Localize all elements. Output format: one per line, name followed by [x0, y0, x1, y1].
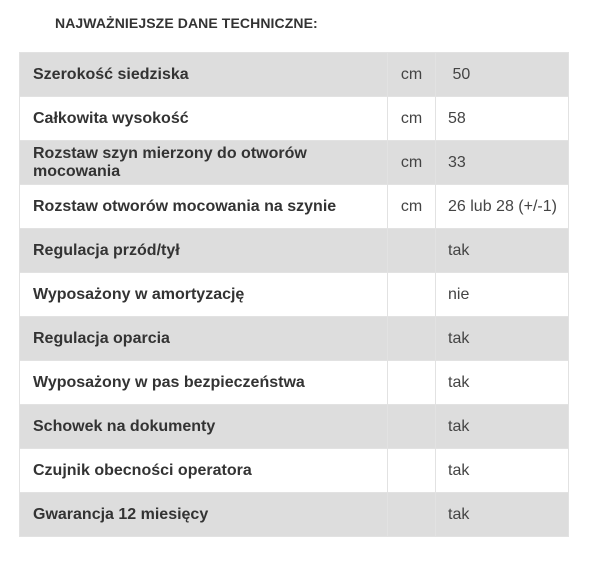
spec-name: Regulacja oparcia	[20, 317, 388, 361]
spec-unit	[388, 273, 436, 317]
spec-unit: cm	[388, 141, 436, 185]
spec-name: Rozstaw otworów mocowania na szynie	[20, 185, 388, 229]
spec-unit	[388, 405, 436, 449]
spec-unit: cm	[388, 53, 436, 97]
spec-unit	[388, 317, 436, 361]
spec-value-text: 50	[448, 65, 471, 83]
spec-value: 58	[436, 97, 569, 141]
spec-name: Wyposażony w amortyzację	[20, 273, 388, 317]
table-row	[20, 229, 569, 273]
section-heading: NAJWAŻNIEJSZE DANE TECHNICZNE:	[55, 15, 318, 31]
table-row	[20, 493, 569, 537]
spec-name: Gwarancja 12 miesięcy	[20, 493, 388, 537]
spec-value: 33	[436, 141, 569, 185]
spec-value: 26 lub 28 (+/-1)	[436, 185, 569, 229]
table-row	[20, 405, 569, 449]
spec-unit	[388, 229, 436, 273]
table-row	[20, 141, 569, 185]
spec-value: tak	[436, 493, 569, 537]
spec-name: Czujnik obecności operatora	[20, 449, 388, 493]
specifications-table	[19, 52, 569, 537]
table-row	[20, 185, 569, 229]
spec-value: tak	[436, 361, 569, 405]
spec-name: Wyposażony w pas bezpieczeństwa	[20, 361, 388, 405]
spec-unit	[388, 361, 436, 405]
spec-unit: cm	[388, 97, 436, 141]
table-row	[20, 449, 569, 493]
table-row	[20, 97, 569, 141]
spec-unit	[388, 449, 436, 493]
spec-value: tak	[436, 229, 569, 273]
spec-name: Rozstaw szyn mierzony do otworów mocowania	[20, 141, 388, 185]
spec-name: Regulacja przód/tył	[20, 229, 388, 273]
table-row	[20, 361, 569, 405]
table-row	[20, 273, 569, 317]
spec-value: tak	[436, 405, 569, 449]
spec-name: Szerokość siedziska	[20, 53, 388, 97]
spec-name: Schowek na dokumenty	[20, 405, 388, 449]
spec-value: tak	[436, 449, 569, 493]
spec-value: tak	[436, 317, 569, 361]
spec-unit	[388, 493, 436, 537]
spec-name: Całkowita wysokość	[20, 97, 388, 141]
spec-value	[436, 53, 569, 97]
table-row	[20, 317, 569, 361]
spec-value: nie	[436, 273, 569, 317]
table-row	[20, 53, 569, 97]
spec-unit: cm	[388, 185, 436, 229]
